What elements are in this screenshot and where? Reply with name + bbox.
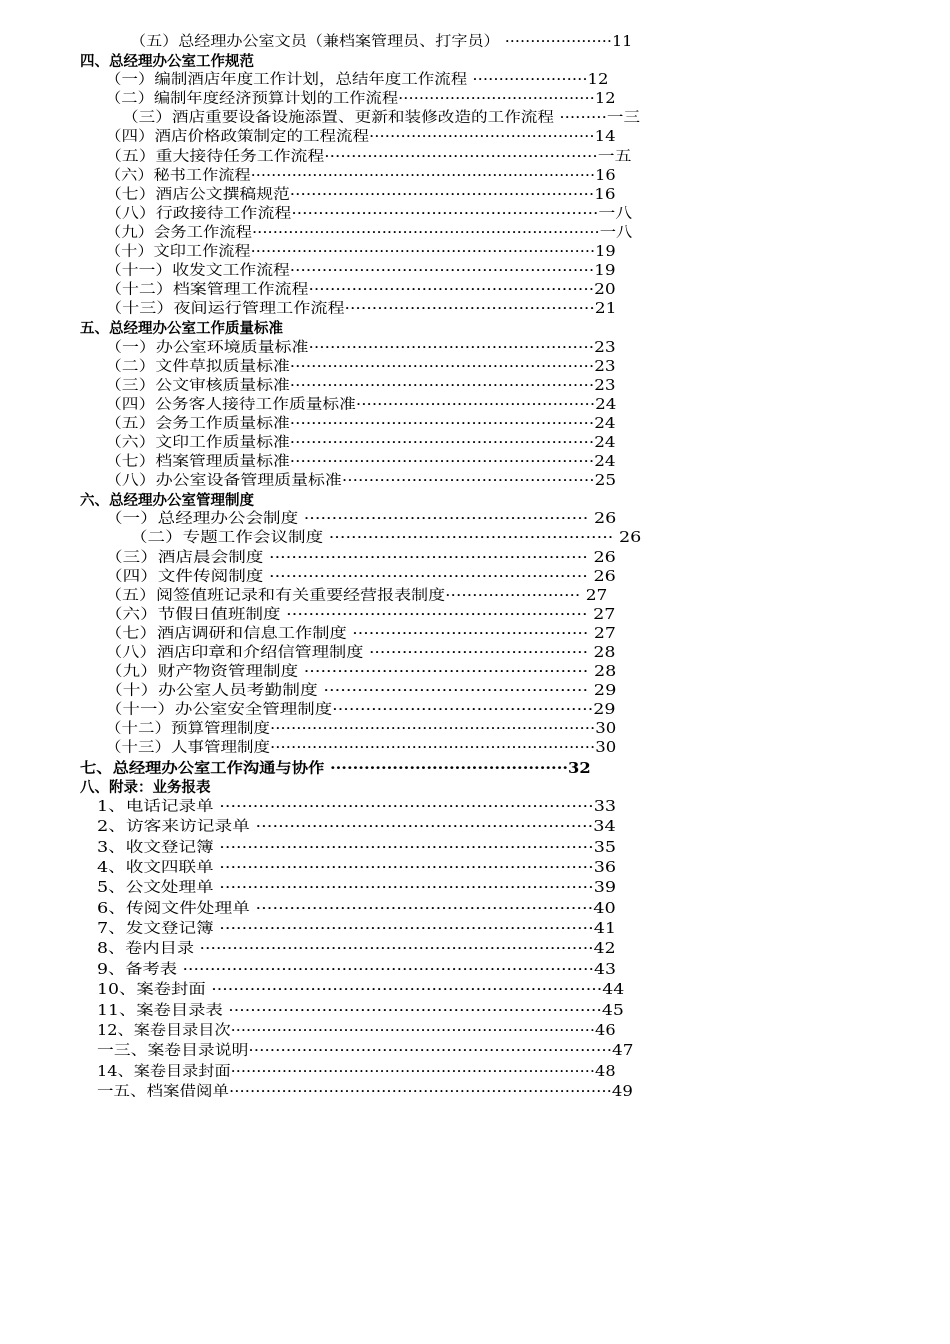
toc-entry — [0, 358, 950, 377]
toc-entry-text: 四、总经理办公室工作规范 — [80, 53, 254, 71]
toc-entry-text: （二）文件草拟质量标准·························································23 — [105, 358, 616, 375]
toc-entry — [0, 644, 950, 663]
toc-entry — [0, 415, 950, 434]
toc-entry-text: （四）文件传阅制度 ························································· 26 — [105, 568, 616, 585]
toc-entry — [0, 281, 950, 300]
toc-entry-text: （十一）收发文工作流程·························································19 — [105, 263, 616, 280]
toc-entry-text: 1、电话记录单 ···································································33 — [97, 798, 617, 815]
toc-entry-text: （七）酒店公文撰稿规范·························································16 — [105, 186, 616, 203]
toc-entry — [0, 1001, 950, 1021]
toc-entry-text: 10、案卷封面 ·······································································44 — [97, 982, 625, 999]
toc-entry — [0, 377, 950, 396]
toc-entry — [0, 1041, 950, 1061]
toc-entry — [0, 919, 950, 939]
toc-entry — [0, 720, 950, 739]
toc-entry — [0, 960, 950, 980]
toc-entry-text: 11、案卷目录表 ····································································45 — [97, 1002, 624, 1019]
toc-entry — [0, 939, 950, 959]
toc-entry-text: （三）酒店重要设备设施添置、更新和装修改造的工作流程 ·········一三 — [122, 110, 641, 127]
toc-entry-text: 6、传阅文件处理单 ····························································40 — [97, 900, 616, 917]
toc-entry-text: 4、收文四联单 ···································································36 — [97, 859, 617, 876]
toc-entry — [0, 434, 950, 453]
toc-entry-text: 一五、档案借阅单·········································································49 — [97, 1084, 633, 1101]
toc-entry — [0, 396, 950, 415]
toc-section-heading — [0, 778, 950, 797]
toc-entry-text: 2、访客来访记录单 ····························································34 — [97, 819, 616, 836]
toc-entry — [0, 167, 950, 186]
toc-entry — [0, 625, 950, 644]
toc-entry — [0, 817, 950, 837]
toc-entry-text: （十二）档案管理工作流程·····················································20 — [105, 282, 616, 299]
toc-entry-text: （六）秘书工作流程···································································16 — [105, 167, 616, 184]
toc-section-heading — [0, 759, 950, 778]
toc-entry — [0, 980, 950, 1000]
toc-entry-text: （一）办公室环境质量标准·····················································23 — [105, 339, 616, 356]
toc-entry — [0, 510, 950, 529]
toc-entry — [0, 90, 950, 109]
toc-entry-text: （十）办公室人员考勤制度 ··············································· 29 — [105, 683, 617, 700]
toc-entry-text: 八、附录：业务报表 — [80, 778, 211, 796]
toc-section-heading — [0, 319, 950, 338]
toc-entry — [0, 1082, 950, 1102]
toc-entry — [0, 549, 950, 568]
toc-entry-text: （九）财产物资管理制度 ··················································· 28 — [105, 664, 617, 681]
toc-entry — [0, 587, 950, 606]
toc-entry — [0, 224, 950, 243]
toc-entry — [0, 682, 950, 701]
toc-entry — [0, 205, 950, 224]
toc-entry-text: （四）公务客人接待工作质量标准·············································24 — [105, 396, 617, 413]
toc-entry-text: （二）编制年度经济预算计划的工作流程······································12 — [105, 91, 616, 108]
toc-entry — [0, 838, 950, 858]
toc-entry — [0, 243, 950, 262]
toc-entry — [0, 899, 950, 919]
toc-entry-text: （三）酒店晨会制度 ························································· 26 — [105, 549, 616, 566]
toc-entry-text: 3、收文登记簿 ···································································35 — [97, 839, 617, 856]
toc-entry-text: （十）文印工作流程···································································19 — [105, 244, 616, 261]
toc-entry-text: 12、案卷目录目次·······································································46 — [97, 1023, 616, 1040]
toc-entry-text: （二）专题工作会议制度 ··················································· 26 — [130, 530, 642, 547]
toc-section-heading — [0, 491, 950, 510]
toc-entry-text: （六）文印工作质量标准·························································24 — [105, 434, 616, 451]
toc-entry-text: （四）酒店价格政策制定的工程流程···········································14 — [105, 129, 616, 146]
toc-entry-text: （五）会务工作质量标准·························································24 — [105, 415, 616, 432]
toc-entry-text: （十三）人事管理制度······························································30 — [105, 740, 617, 757]
toc-entry — [0, 71, 950, 90]
toc-entry — [0, 148, 950, 167]
toc-entry — [0, 701, 950, 720]
toc-entry-text: （五）阅签值班记录和有关重要经营报表制度························· 27 — [105, 587, 608, 604]
toc-entry-text: （十一）办公室安全管理制度···············································29 — [105, 702, 616, 719]
toc-entry — [0, 529, 950, 548]
toc-entry-text: （八）行政接待工作流程·························································一八 — [105, 205, 633, 222]
toc-entry — [0, 109, 950, 128]
toc-entry-text: 14、案卷目录封面·······································································48 — [97, 1063, 616, 1080]
toc-entry-text: 9、备考表 ···········································································43 — [97, 961, 616, 978]
toc-entry — [0, 663, 950, 682]
toc-entry — [0, 453, 950, 472]
toc-entry-text: （六）节假日值班制度 ······················································ 27 — [105, 606, 616, 623]
toc-entry — [0, 797, 950, 817]
toc-entry-text: （十二）预算管理制度······························································30 — [105, 721, 617, 738]
toc-entry — [0, 1062, 950, 1082]
toc-entry — [0, 262, 950, 281]
toc-entry — [0, 1021, 950, 1041]
toc-entry-text: 一三、案卷目录说明····································································47 — [97, 1043, 634, 1060]
toc-entry-text: （五）总经理办公室文员（兼档案管理员、打字员） ·····················11 — [130, 34, 633, 50]
toc-entry — [0, 606, 950, 625]
toc-entry-text: （五）重大接待任务工作流程···················································一五 — [105, 148, 632, 165]
toc-entry — [0, 128, 950, 147]
toc-entry-text: （一）编制酒店年度工作计划，总结年度工作流程 ······················12 — [105, 72, 609, 89]
toc-entry-text: 六、总经理办公室管理制度 — [80, 492, 254, 510]
toc-entry-text: （九）会务工作流程···································································一八 — [105, 224, 633, 241]
toc-entry — [0, 339, 950, 358]
toc-entry-text: （三）公文审核质量标准·························································23 — [105, 377, 616, 394]
toc-entry-text: 七、总经理办公室工作沟通与协作 ··········································32 — [80, 759, 591, 777]
toc-entry-text: 五、总经理办公室工作质量标准 — [80, 320, 283, 338]
toc-entry-text: （七）酒店调研和信息工作制度 ··········································· 27 — [105, 625, 616, 642]
toc-section-heading — [0, 52, 950, 71]
toc-entry-text: （八）办公室设备管理质量标准···············································25 — [105, 473, 617, 490]
toc-entry-text: 8、卷内目录 ········································································42 — [97, 941, 616, 958]
toc-entry-text: 5、公文处理单 ···································································39 — [97, 880, 617, 897]
toc-entry — [0, 858, 950, 878]
toc-entry — [0, 568, 950, 587]
toc-entry — [0, 33, 950, 52]
toc-entry-text: （八）酒店印章和介绍信管理制度 ········································ 28 — [105, 645, 616, 661]
toc-entry — [0, 300, 950, 319]
toc-entry — [0, 739, 950, 758]
toc-entry — [0, 878, 950, 898]
toc-entry-text: （七）档案管理质量标准·························································24 — [105, 454, 616, 471]
toc-entry-text: （十三）夜间运行管理工作流程··············································21 — [105, 301, 617, 318]
toc-entry-text: 7、发文登记簿 ···································································41 — [97, 921, 617, 938]
toc-entry-text: （一）总经理办公会制度 ··················································· 26 — [105, 511, 617, 528]
toc-entry — [0, 186, 950, 205]
toc-entry — [0, 472, 950, 491]
table-of-contents — [0, 33, 950, 1103]
